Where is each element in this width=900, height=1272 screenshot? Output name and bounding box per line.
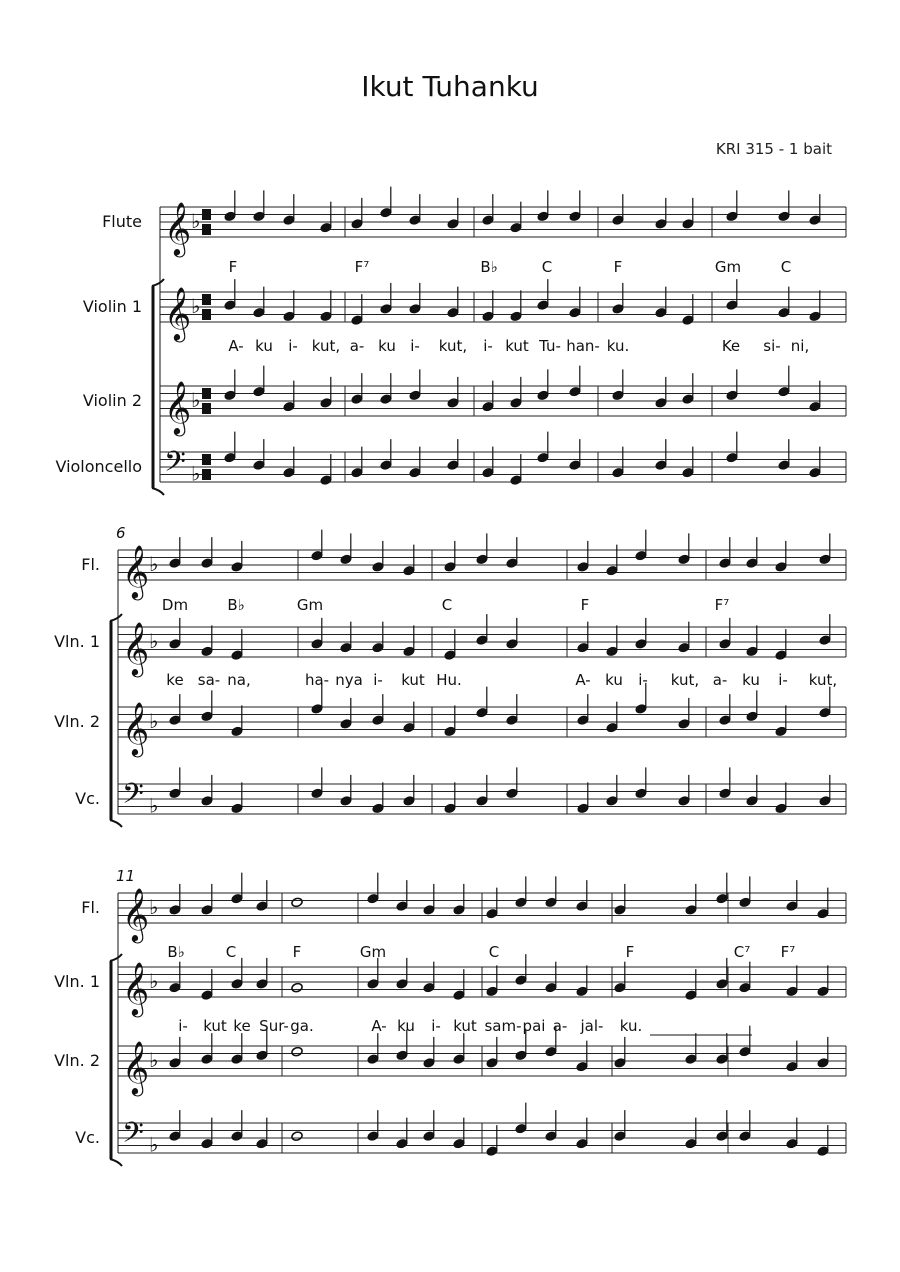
treble-clef-icon: 𝄞 <box>122 621 150 675</box>
lyric-syllable: na, <box>227 671 251 689</box>
lyric-syllable: ke <box>233 1017 251 1035</box>
key-flat-icon: ♭ <box>149 1048 159 1072</box>
score-subtitle: KRI 315 - 1 bait <box>715 140 832 158</box>
measure-number: 6 <box>116 524 126 542</box>
lyric-syllable: han- <box>566 337 600 355</box>
chord-symbol: B♭ <box>227 596 245 614</box>
chord-symbol: C⁷ <box>733 943 751 961</box>
chord-symbol: B♭ <box>167 943 185 961</box>
treble-clef-icon: 𝄞 <box>122 701 150 755</box>
lyric-syllable: sam- <box>484 1017 522 1035</box>
lyric-syllable: kut <box>401 671 425 689</box>
staff <box>54 614 846 677</box>
lyric-syllable: ga. <box>290 1017 314 1035</box>
system-2 <box>54 524 846 827</box>
lyric-syllable: i- <box>410 337 420 355</box>
chord-symbol: F <box>613 258 623 276</box>
staff <box>83 366 846 436</box>
instrument-label: Vln. 1 <box>54 972 100 991</box>
time-signature-top <box>202 454 211 465</box>
lyric-syllable: ku <box>378 337 396 355</box>
lyric-syllable: ku. <box>619 1017 643 1035</box>
system-1 <box>55 187 846 495</box>
chord-symbol: C <box>541 258 553 276</box>
note-head <box>291 1131 303 1142</box>
instrument-label: Flute <box>102 212 142 231</box>
treble-clef-icon: 𝄞 <box>164 201 192 255</box>
time-signature-bottom <box>202 403 211 414</box>
instrument-label: Violin 1 <box>82 297 142 316</box>
lyric-syllable: Hu. <box>436 671 462 689</box>
chord-symbol: C <box>780 258 792 276</box>
lyric-syllable: kut <box>203 1017 227 1035</box>
lyric-syllable: ha- <box>304 671 330 689</box>
instrument-label: Vln. 2 <box>54 712 100 731</box>
lyric-syllable: ni, <box>790 337 810 355</box>
staff <box>75 1103 846 1157</box>
lyric-syllable: i- <box>288 337 298 355</box>
lyric-syllable: ku <box>742 671 760 689</box>
instrument-label: Vc. <box>75 1128 100 1147</box>
lyric-syllable: sa- <box>197 671 221 689</box>
treble-clef-icon: 𝄞 <box>122 544 150 598</box>
measure-number: 11 <box>116 867 136 885</box>
system-3 <box>54 867 846 1166</box>
key-flat-icon: ♭ <box>191 294 201 318</box>
treble-clef-icon: 𝄞 <box>122 961 150 1015</box>
chord-symbol: F <box>292 943 302 961</box>
chord-symbol: Gm <box>714 258 742 276</box>
lyric-syllable: A- <box>371 1017 387 1035</box>
key-flat-icon: ♭ <box>149 629 159 653</box>
bass-clef-icon: 𝄢 <box>122 1116 144 1157</box>
chord-symbol: C <box>488 943 500 961</box>
score-title: Ikut Tuhanku <box>361 70 539 103</box>
lyric-syllable: i- <box>778 671 788 689</box>
staff <box>102 187 846 257</box>
bracket-hook-top <box>152 279 164 286</box>
lyric-syllable: i- <box>431 1017 441 1035</box>
lyric-syllable: ku. <box>606 337 630 355</box>
time-signature-top <box>202 294 211 305</box>
chord-symbol: C <box>441 596 453 614</box>
lyric-syllable: a- <box>349 337 365 355</box>
bass-clef-icon: 𝄢 <box>164 445 186 486</box>
key-flat-icon: ♭ <box>149 552 159 576</box>
chord-symbol: Dm <box>161 596 189 614</box>
time-signature-bottom <box>202 309 211 320</box>
lyric-syllable: i- <box>483 337 493 355</box>
note-head <box>291 982 303 993</box>
lyric-syllable: ke <box>166 671 184 689</box>
lyric-syllable: kut, <box>808 671 838 689</box>
key-flat-icon: ♭ <box>149 895 159 919</box>
lyric-syllable: Tu- <box>539 337 561 355</box>
lyric-syllable: si- <box>763 337 781 355</box>
lyric-syllable: i- <box>178 1017 188 1035</box>
lyric-syllable: nya <box>335 671 363 689</box>
instrument-label: Fl. <box>81 555 100 574</box>
bracket-hook-bottom <box>110 820 122 827</box>
lyric-syllable: A- <box>575 671 591 689</box>
treble-clef-icon: 𝄞 <box>164 380 192 434</box>
staff <box>75 767 846 817</box>
instrument-label: Vln. 2 <box>54 1051 100 1070</box>
chord-symbol: F <box>625 943 635 961</box>
instrument-label: Fl. <box>81 898 100 917</box>
instrument-label: Violin 2 <box>82 391 142 410</box>
lyric-syllable: a- <box>552 1017 568 1035</box>
note-head <box>291 1046 303 1057</box>
instrument-label: Vln. 1 <box>54 632 100 651</box>
staff <box>55 432 846 486</box>
chord-symbol: B♭ <box>480 258 498 276</box>
staff <box>81 873 846 943</box>
lyric-syllable: kut <box>505 337 529 355</box>
bass-clef-icon: 𝄢 <box>122 777 144 818</box>
staff <box>54 1026 846 1096</box>
lyric-syllable: a- <box>712 671 728 689</box>
lyric-syllable: kut, <box>438 337 468 355</box>
staff <box>83 279 846 342</box>
lyric-syllable: Ke <box>721 337 741 355</box>
key-flat-icon: ♭ <box>149 793 159 818</box>
lyric-syllable: ku <box>255 337 273 355</box>
note-head <box>291 897 303 908</box>
treble-clef-icon: 𝄞 <box>164 286 192 340</box>
lyric-syllable: kut <box>453 1017 477 1035</box>
instrument-label: Violoncello <box>55 457 142 476</box>
bracket-hook-top <box>110 614 122 621</box>
lyric-syllable: A- <box>228 337 244 355</box>
lyric-syllable: ku <box>397 1017 415 1035</box>
key-flat-icon: ♭ <box>191 461 201 486</box>
chord-symbol: F⁷ <box>354 258 370 276</box>
chord-symbol: Gm <box>359 943 387 961</box>
chord-symbol: F <box>228 258 238 276</box>
key-flat-icon: ♭ <box>149 969 159 993</box>
key-flat-icon: ♭ <box>149 709 159 733</box>
bracket-hook-bottom <box>110 1159 122 1166</box>
staff <box>54 954 846 1017</box>
chord-symbol: F⁷ <box>714 596 730 614</box>
lyric-syllable: kut, <box>670 671 700 689</box>
key-flat-icon: ♭ <box>191 209 201 233</box>
treble-clef-icon: 𝄞 <box>122 887 150 941</box>
lyric-syllable: Sur- <box>259 1017 289 1035</box>
staff <box>81 530 846 600</box>
time-signature-bottom <box>202 469 211 480</box>
lyric-syllable: ku <box>605 671 623 689</box>
chord-symbol: F <box>580 596 590 614</box>
time-signature-bottom <box>202 224 211 235</box>
staff <box>54 683 846 757</box>
lyric-syllable: kut, <box>311 337 341 355</box>
chord-symbol: C <box>225 943 237 961</box>
time-signature-top <box>202 388 211 399</box>
chord-symbol: F⁷ <box>780 943 796 961</box>
key-flat-icon: ♭ <box>149 1132 159 1157</box>
instrument-label: Vc. <box>75 789 100 808</box>
lyric-syllable: i- <box>373 671 383 689</box>
lyric-syllable: jal- <box>580 1017 604 1035</box>
treble-clef-icon: 𝄞 <box>122 1040 150 1094</box>
chord-symbol: Gm <box>296 596 324 614</box>
bracket-hook-top <box>110 954 122 961</box>
lyric-syllable: i- <box>638 671 648 689</box>
lyric-syllable: pai <box>522 1017 546 1035</box>
key-flat-icon: ♭ <box>191 388 201 412</box>
bracket-hook-bottom <box>152 488 164 495</box>
time-signature-top <box>202 209 211 220</box>
